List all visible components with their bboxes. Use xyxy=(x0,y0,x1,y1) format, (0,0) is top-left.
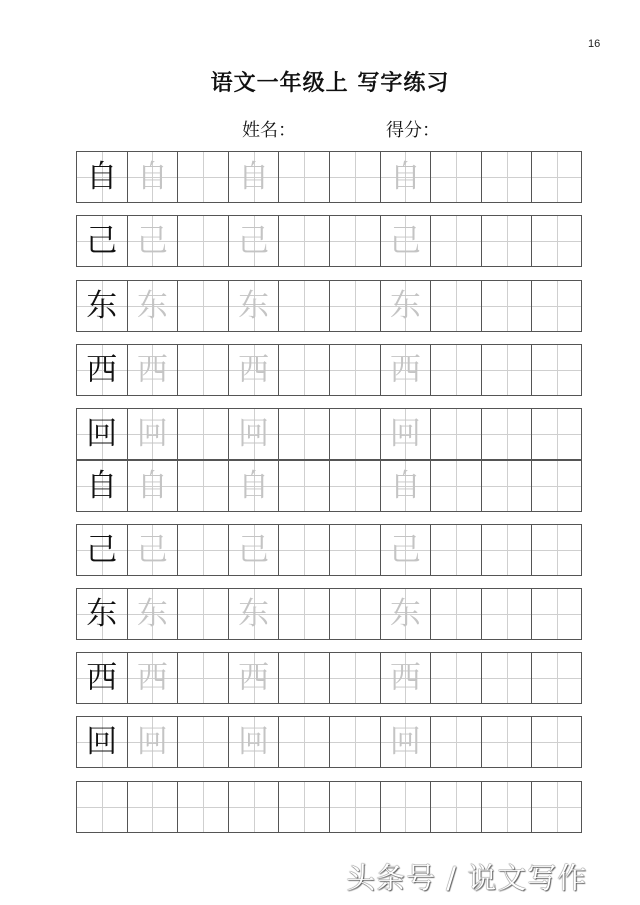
practice-cell xyxy=(278,345,329,395)
practice-cell xyxy=(531,782,582,832)
practice-cell xyxy=(228,717,279,767)
practice-cell xyxy=(430,152,481,202)
practice-cell xyxy=(531,409,582,459)
practice-cell xyxy=(76,653,127,703)
practice-cell xyxy=(278,653,329,703)
practice-cell xyxy=(278,152,329,202)
model-character: 己 xyxy=(86,222,118,259)
practice-cell xyxy=(76,782,127,832)
practice-cell xyxy=(329,589,380,639)
practice-cell xyxy=(278,409,329,459)
model-character: 回 xyxy=(86,723,118,760)
practice-cell xyxy=(380,409,431,459)
practice-cell xyxy=(76,461,127,511)
trace-character: 回 xyxy=(389,723,421,760)
practice-cell xyxy=(380,216,431,266)
page-title: 语文一年级上 写字练习 xyxy=(210,71,450,96)
practice-cell xyxy=(481,152,532,202)
practice-cell xyxy=(76,281,127,331)
practice-cell xyxy=(127,281,178,331)
practice-cell xyxy=(127,653,178,703)
trace-character: 回 xyxy=(238,415,270,452)
practice-cell xyxy=(430,589,481,639)
practice-cell xyxy=(531,461,582,511)
practice-row xyxy=(76,781,582,833)
practice-cell xyxy=(228,782,279,832)
practice-cell xyxy=(531,152,582,202)
practice-cell xyxy=(481,717,532,767)
practice-row xyxy=(76,652,582,704)
practice-cell xyxy=(329,152,380,202)
watermark: 头条号 / 说文写作 xyxy=(346,861,588,895)
practice-cell xyxy=(228,281,279,331)
practice-cell xyxy=(531,345,582,395)
model-character: 回 xyxy=(86,415,118,452)
trace-character: 西 xyxy=(136,659,168,696)
practice-cell xyxy=(481,281,532,331)
practice-row xyxy=(76,408,582,460)
trace-character: 回 xyxy=(136,415,168,452)
practice-cell xyxy=(177,525,228,575)
trace-character: 西 xyxy=(238,659,270,696)
practice-cell xyxy=(228,152,279,202)
trace-character: 己 xyxy=(238,222,270,259)
practice-cell xyxy=(177,717,228,767)
trace-character: 自 xyxy=(238,158,270,195)
model-character: 西 xyxy=(86,351,118,388)
trace-character: 己 xyxy=(136,222,168,259)
trace-character: 回 xyxy=(238,723,270,760)
practice-cell xyxy=(380,782,431,832)
trace-character: 西 xyxy=(389,351,421,388)
practice-cell xyxy=(481,589,532,639)
practice-cell xyxy=(127,216,178,266)
practice-cell xyxy=(481,461,532,511)
practice-cell xyxy=(127,589,178,639)
trace-character: 西 xyxy=(136,351,168,388)
practice-row xyxy=(76,344,582,396)
practice-cell xyxy=(177,461,228,511)
practice-cell xyxy=(127,782,178,832)
trace-character: 自 xyxy=(136,158,168,195)
practice-cell xyxy=(127,461,178,511)
model-character: 西 xyxy=(86,659,118,696)
model-character: 己 xyxy=(86,531,118,568)
practice-cell xyxy=(531,653,582,703)
practice-cell xyxy=(481,409,532,459)
trace-character: 东 xyxy=(136,287,168,324)
practice-cell xyxy=(329,717,380,767)
practice-cell xyxy=(481,216,532,266)
practice-cell xyxy=(481,653,532,703)
trace-character: 自 xyxy=(389,158,421,195)
practice-cell xyxy=(127,152,178,202)
practice-cell xyxy=(430,461,481,511)
practice-cell xyxy=(430,782,481,832)
trace-character: 己 xyxy=(136,531,168,568)
practice-cell xyxy=(430,525,481,575)
practice-cell xyxy=(380,461,431,511)
practice-cell xyxy=(228,345,279,395)
practice-cell xyxy=(177,152,228,202)
trace-character: 己 xyxy=(389,222,421,259)
practice-cell xyxy=(531,216,582,266)
practice-row xyxy=(76,588,582,640)
practice-cell xyxy=(228,525,279,575)
practice-cell xyxy=(76,216,127,266)
practice-cell xyxy=(481,525,532,575)
practice-row xyxy=(76,215,582,267)
trace-character: 自 xyxy=(238,467,270,504)
practice-cell xyxy=(531,525,582,575)
practice-cell xyxy=(278,461,329,511)
practice-row xyxy=(76,524,582,576)
trace-character: 东 xyxy=(238,595,270,632)
practice-cell xyxy=(531,589,582,639)
practice-cell xyxy=(278,782,329,832)
practice-cell xyxy=(531,717,582,767)
practice-cell xyxy=(76,152,127,202)
practice-cell xyxy=(228,461,279,511)
practice-cell xyxy=(481,345,532,395)
name-label: 姓名： xyxy=(242,120,296,141)
practice-cell xyxy=(329,345,380,395)
practice-cell xyxy=(380,525,431,575)
practice-cell xyxy=(380,281,431,331)
practice-cell xyxy=(228,409,279,459)
practice-cell xyxy=(278,281,329,331)
practice-cell xyxy=(76,717,127,767)
practice-cell xyxy=(380,345,431,395)
practice-cell xyxy=(380,717,431,767)
model-character: 自 xyxy=(86,467,118,504)
practice-row xyxy=(76,151,582,203)
practice-cell xyxy=(430,653,481,703)
model-character: 东 xyxy=(86,287,118,324)
page-number: 16 xyxy=(588,38,601,50)
score-label: 得分： xyxy=(386,120,440,141)
practice-cell xyxy=(380,653,431,703)
practice-cell xyxy=(76,525,127,575)
trace-character: 己 xyxy=(389,531,421,568)
practice-cell xyxy=(76,345,127,395)
practice-cell xyxy=(228,653,279,703)
trace-character: 西 xyxy=(238,351,270,388)
practice-row xyxy=(76,716,582,768)
practice-cell xyxy=(329,281,380,331)
practice-cell xyxy=(177,281,228,331)
practice-cell xyxy=(430,216,481,266)
practice-cell xyxy=(177,782,228,832)
practice-cell xyxy=(76,589,127,639)
practice-cell xyxy=(329,653,380,703)
practice-cell xyxy=(127,525,178,575)
trace-character: 东 xyxy=(389,595,421,632)
practice-cell xyxy=(430,345,481,395)
trace-character: 回 xyxy=(389,415,421,452)
trace-character: 自 xyxy=(136,467,168,504)
practice-cell xyxy=(177,653,228,703)
practice-cell xyxy=(531,281,582,331)
practice-cell xyxy=(278,525,329,575)
practice-cell xyxy=(278,717,329,767)
practice-row xyxy=(76,280,582,332)
practice-cell xyxy=(127,717,178,767)
model-character: 东 xyxy=(86,595,118,632)
practice-cell xyxy=(278,589,329,639)
practice-cell xyxy=(329,216,380,266)
trace-character: 东 xyxy=(136,595,168,632)
practice-cell xyxy=(329,525,380,575)
practice-cell xyxy=(177,409,228,459)
model-character: 自 xyxy=(86,158,118,195)
trace-character: 东 xyxy=(238,287,270,324)
trace-character: 己 xyxy=(238,531,270,568)
trace-character: 自 xyxy=(389,467,421,504)
practice-cell xyxy=(76,409,127,459)
practice-cell xyxy=(278,216,329,266)
practice-cell xyxy=(329,409,380,459)
practice-cell xyxy=(481,782,532,832)
trace-character: 西 xyxy=(389,659,421,696)
practice-cell xyxy=(177,589,228,639)
practice-cell xyxy=(177,216,228,266)
practice-cell xyxy=(127,409,178,459)
practice-cell xyxy=(430,281,481,331)
practice-cell xyxy=(329,461,380,511)
practice-cell xyxy=(228,216,279,266)
practice-cell xyxy=(228,589,279,639)
practice-cell xyxy=(177,345,228,395)
practice-cell xyxy=(430,409,481,459)
practice-cell xyxy=(430,717,481,767)
practice-cell xyxy=(127,345,178,395)
practice-row xyxy=(76,460,582,512)
practice-cell xyxy=(380,589,431,639)
practice-cell xyxy=(380,152,431,202)
practice-cell xyxy=(329,782,380,832)
trace-character: 东 xyxy=(389,287,421,324)
trace-character: 回 xyxy=(136,723,168,760)
